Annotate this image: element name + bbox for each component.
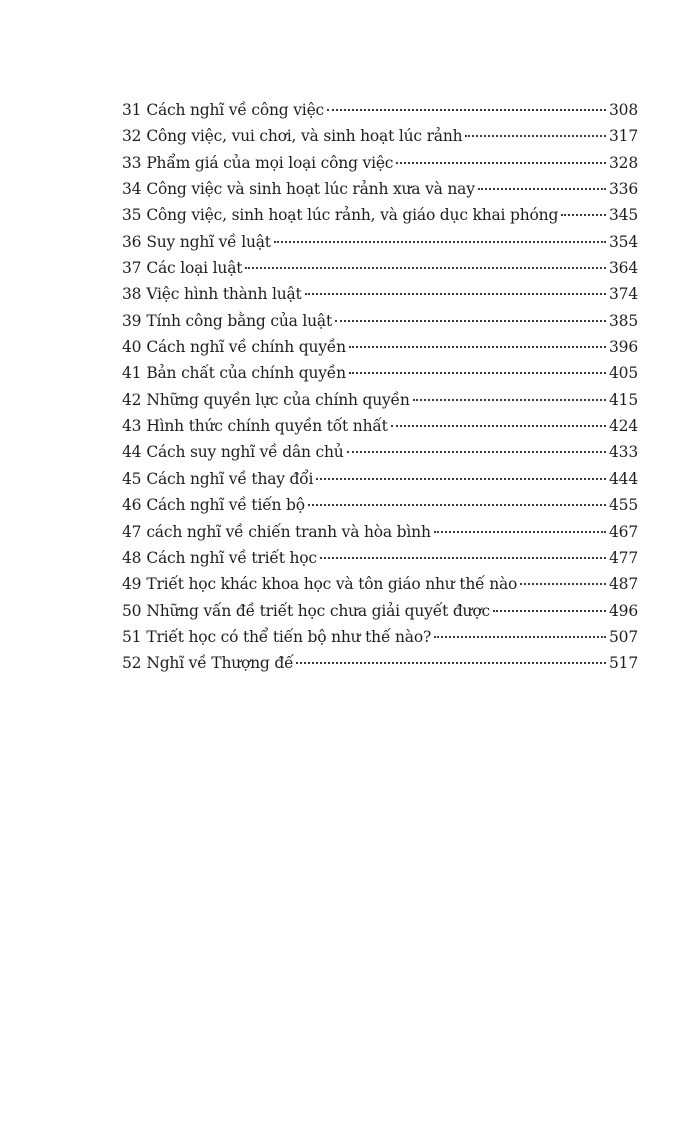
toc-entry bbox=[122, 281, 638, 307]
toc-entry-title: Phẩm giá của mọi loại công việc bbox=[146, 153, 394, 172]
toc-dot-leader bbox=[520, 583, 606, 585]
toc-entry-title: Cách nghĩ về chính quyền bbox=[146, 338, 346, 357]
toc-entry-number: 47 bbox=[122, 522, 142, 541]
toc-entry-number: 45 bbox=[122, 469, 142, 488]
toc-dot-leader bbox=[320, 557, 606, 559]
toc-entry-page: 455 bbox=[609, 496, 638, 515]
toc-entry bbox=[122, 255, 638, 281]
toc-dot-leader bbox=[296, 662, 606, 664]
toc-entry-page: 405 bbox=[609, 364, 638, 383]
toc-entry-page: 433 bbox=[609, 443, 638, 462]
toc-entry-page: 507 bbox=[609, 627, 638, 646]
toc-entry-title: Cách nghĩ về thay đổi bbox=[146, 469, 314, 488]
toc-entry-number: 44 bbox=[122, 443, 142, 462]
toc-entry bbox=[122, 308, 638, 334]
toc-entry-number: 42 bbox=[122, 390, 142, 409]
toc-entry bbox=[122, 150, 638, 176]
toc-entry-title: Triết học khác khoa học và tôn giáo như thế nào bbox=[146, 575, 518, 594]
toc-entry-number: 43 bbox=[122, 417, 142, 436]
toc-dot-leader bbox=[478, 188, 606, 190]
toc-entry-page: 308 bbox=[609, 101, 638, 119]
toc-entry bbox=[122, 545, 638, 571]
toc-entry-title: Công việc và sinh hoạt lúc rảnh xưa và nay bbox=[146, 180, 475, 199]
toc-entry-page: 467 bbox=[609, 522, 638, 541]
toc-entry-number: 33 bbox=[122, 153, 142, 172]
toc-entry-number: 32 bbox=[122, 127, 142, 146]
toc-entry-number: 51 bbox=[122, 627, 142, 646]
toc-dot-leader bbox=[316, 478, 606, 480]
toc-entry-page: 364 bbox=[609, 259, 638, 278]
toc-entry-number: 38 bbox=[122, 285, 142, 304]
toc-entry-title: cách nghĩ về chiến tranh và hòa bình bbox=[146, 522, 431, 541]
toc-entry-title: Nghĩ về Thượng đế bbox=[146, 654, 294, 673]
toc-entry-page: 345 bbox=[609, 206, 638, 225]
toc-dot-leader bbox=[308, 504, 606, 506]
toc-entry-page: 496 bbox=[609, 601, 638, 620]
toc-dot-leader bbox=[434, 636, 606, 638]
toc-entry-page: 424 bbox=[609, 417, 638, 436]
toc-entry-number: 35 bbox=[122, 206, 142, 225]
toc-entry bbox=[122, 97, 638, 123]
toc-entry-number: 46 bbox=[122, 496, 142, 515]
toc-dot-leader bbox=[349, 372, 606, 374]
toc-dot-leader bbox=[561, 214, 606, 216]
toc-entry bbox=[122, 466, 638, 492]
toc-entry-title: Suy nghĩ về luật bbox=[146, 232, 271, 251]
toc-entry-page: 396 bbox=[609, 338, 638, 357]
toc-entry bbox=[122, 519, 638, 545]
toc-entry-page: 477 bbox=[609, 548, 638, 567]
toc-entry-page: 336 bbox=[609, 180, 638, 199]
toc-entry-page: 487 bbox=[609, 575, 638, 594]
toc-entry-title: Cách nghĩ về tiến bộ bbox=[146, 496, 305, 515]
toc-entry-title: Cách nghĩ về công việc bbox=[146, 101, 325, 119]
toc-dot-leader bbox=[413, 399, 606, 401]
toc-entry-title: Việc hình thành luật bbox=[146, 285, 302, 304]
toc-entry-title: Tính công bằng của luật bbox=[146, 311, 332, 330]
toc-entry bbox=[122, 176, 638, 202]
toc-entry-title: Cách nghĩ về triết học bbox=[146, 548, 317, 567]
toc-entry-title: Hình thức chính quyền tốt nhất bbox=[146, 417, 388, 436]
toc-dot-leader bbox=[347, 451, 606, 453]
toc-entry-page: 517 bbox=[609, 654, 638, 673]
toc-entry-page: 374 bbox=[609, 285, 638, 304]
toc-entry-number: 34 bbox=[122, 180, 142, 199]
toc-entry bbox=[122, 439, 638, 465]
toc-entry bbox=[122, 571, 638, 597]
toc-dot-leader bbox=[391, 425, 606, 427]
toc-entry bbox=[122, 624, 638, 650]
toc-dot-leader bbox=[274, 241, 606, 243]
toc-entry-title: Công việc, sinh hoạt lúc rảnh, và giáo dục khai phóng bbox=[146, 206, 559, 225]
toc-entry-title: Triết học có thể tiến bộ như thế nào? bbox=[146, 627, 432, 646]
toc-entry bbox=[122, 650, 638, 676]
toc-entry bbox=[122, 202, 638, 228]
toc-entry-page: 328 bbox=[609, 153, 638, 172]
toc-entry-number: 31 bbox=[122, 101, 142, 119]
toc-entry bbox=[122, 413, 638, 439]
toc-entry-number: 50 bbox=[122, 601, 142, 620]
toc-dot-leader bbox=[493, 610, 606, 612]
toc-entry-page: 354 bbox=[609, 232, 638, 251]
toc-entry-title: Những quyền lực của chính quyền bbox=[146, 390, 410, 409]
toc-entry-number: 41 bbox=[122, 364, 142, 383]
toc-dot-leader bbox=[327, 109, 606, 111]
toc-entry bbox=[122, 229, 638, 255]
toc-entry-number: 40 bbox=[122, 338, 142, 357]
toc-entry bbox=[122, 360, 638, 386]
toc-dot-leader bbox=[349, 346, 606, 348]
toc-dot-leader bbox=[305, 293, 606, 295]
toc-entry bbox=[122, 387, 638, 413]
toc-dot-leader bbox=[335, 320, 606, 322]
toc-entry bbox=[122, 598, 638, 624]
toc-entry-title: Cách suy nghĩ về dân chủ bbox=[146, 443, 344, 462]
toc-entry bbox=[122, 334, 638, 360]
toc-entry-title: Những vấn đề triết học chưa giải quyết được bbox=[146, 601, 490, 620]
toc-entry bbox=[122, 123, 638, 149]
toc-entry-number: 49 bbox=[122, 575, 142, 594]
toc-dot-leader bbox=[396, 162, 606, 164]
toc-entry-page: 385 bbox=[609, 311, 638, 330]
toc-entry-number: 36 bbox=[122, 232, 142, 251]
toc-entry-page: 317 bbox=[609, 127, 638, 146]
toc-entry-number: 52 bbox=[122, 654, 142, 673]
toc-entry-title: Bản chất của chính quyền bbox=[146, 364, 346, 383]
toc-entry-number: 39 bbox=[122, 311, 142, 330]
toc-entry-title: Công việc, vui chơi, và sinh hoạt lúc rảnh bbox=[146, 127, 463, 146]
toc-dot-leader bbox=[434, 531, 606, 533]
toc-entry bbox=[122, 492, 638, 518]
toc-entry-page: 444 bbox=[609, 469, 638, 488]
toc-entry-page: 415 bbox=[609, 390, 638, 409]
toc-dot-leader bbox=[245, 267, 606, 269]
toc-dot-leader bbox=[465, 135, 606, 137]
toc-entry-number: 37 bbox=[122, 259, 142, 278]
toc-entry-number: 48 bbox=[122, 548, 142, 567]
table-of-contents bbox=[122, 97, 638, 677]
toc-entry-title: Các loại luật bbox=[146, 259, 243, 278]
